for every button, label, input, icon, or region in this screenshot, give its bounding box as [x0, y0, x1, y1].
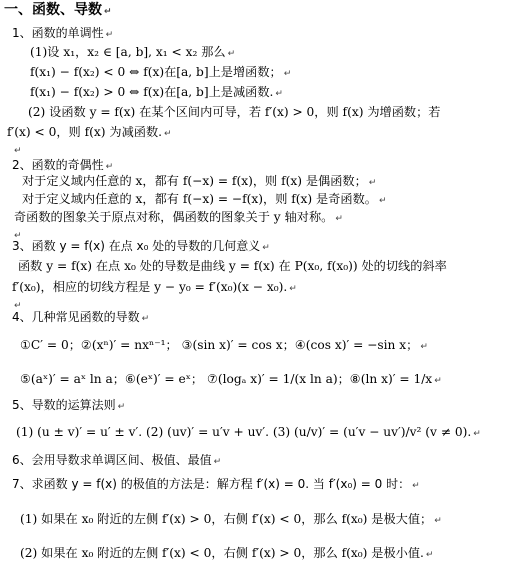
- section-5-heading: 5、导数的运算法则 ↵: [12, 398, 126, 412]
- section-7-case-1: (1) 如果在 x₀ 附近的左侧 f′(x) > 0，右侧 f′(x) < 0，那么 f(x₀) 是极大值； ↵: [20, 512, 442, 526]
- section-1-line-4: (2) 设函数 y = f(x) 在某个区间内可导，若 f′(x) > 0，则 f(x) 为增函数；若: [28, 105, 441, 119]
- section-2-line-1: 对于定义域内任意的 x，都有 f(−x) = f(x)，则 f(x) 是偶函数； ↵: [22, 174, 377, 188]
- section-3-line-1: 函数 y = f(x) 在点 x₀ 处的导数是曲线 y = f(x) 在 P(x₀, f(x₀)) 处的切线的斜率: [18, 259, 447, 273]
- blank-line-2: ↵: [14, 231, 22, 241]
- section-1-line-5: f′(x) < 0，则 f(x) 为减函数. ↵: [7, 125, 172, 139]
- section-2-heading: 2、函数的奇偶性 ↵: [12, 158, 114, 172]
- section-6-heading: 6、会用导数求单调区间、极值、最值 ↵: [12, 453, 222, 467]
- section-7-case-2: (2) 如果在 x₀ 附近的左侧 f′(x) < 0，右侧 f′(x) > 0，那么 f(x₀) 是极小值. ↵: [20, 546, 434, 560]
- section-3-heading: 3、函数 y = f(x) 在点 x₀ 处的导数的几何意义 ↵: [12, 239, 270, 253]
- section-2-line-2: 对于定义域内任意的 x，都有 f(−x) = −f(x)，则 f(x) 是奇函数。 ↵: [22, 192, 387, 206]
- derivative-formulas-row-1: ①C′ = 0；②(xⁿ)′ = nxⁿ⁻¹； ③(sin x)′ = cos x；④(cos x)′ = −sin x； ↵: [20, 338, 428, 352]
- section-1-line-2: f(x₁) − f(x₂) < 0 ⇔ f(x)在[a, b]上是增函数； ↵: [30, 65, 292, 79]
- section-1-line-1: (1)设 x₁，x₂ ∈ [a, b], x₁ < x₂ 那么 ↵: [30, 45, 236, 59]
- section-1-line-3: f(x₁) − f(x₂) > 0 ⇔ f(x)在[a, b]上是减函数. ↵: [30, 85, 283, 99]
- derivative-formulas-row-2: ⑤(aˣ)′ = aˣ ln a；⑥(eˣ)′ = eˣ； ⑦(logₐ x)′ = 1/(x ln a)；⑧(ln x)′ = 1/x ↵: [20, 372, 442, 386]
- blank-line-3: ↵: [14, 301, 22, 311]
- operation-rules: (1) (u ± v)′ = u′ ± v′. (2) (uv)′ = u′v + uv′. (3) (u/v)′ = (u′v − uv′)/v² (v ≠ 0). ↵: [16, 425, 481, 439]
- document-title: 一、函数、导数 ↵: [4, 2, 112, 18]
- section-7-heading: 7、求函数 y = f(x) 的极值的方法是：解方程 f′(x) = 0. 当 f′(x₀) = 0 时： ↵: [12, 477, 420, 491]
- section-2-line-3: 奇函数的图象关于原点对称，偶函数的图象关于 y 轴对称。 ↵: [14, 210, 343, 224]
- section-1-heading: 1、函数的单调性 ↵: [12, 26, 114, 40]
- section-4-heading: 4、几种常见函数的导数 ↵: [12, 310, 150, 324]
- blank-line-1: ↵: [14, 146, 22, 156]
- section-3-line-2: f′(x₀)，相应的切线方程是 y − y₀ = f′(x₀)(x − x₀). ↵: [12, 280, 297, 294]
